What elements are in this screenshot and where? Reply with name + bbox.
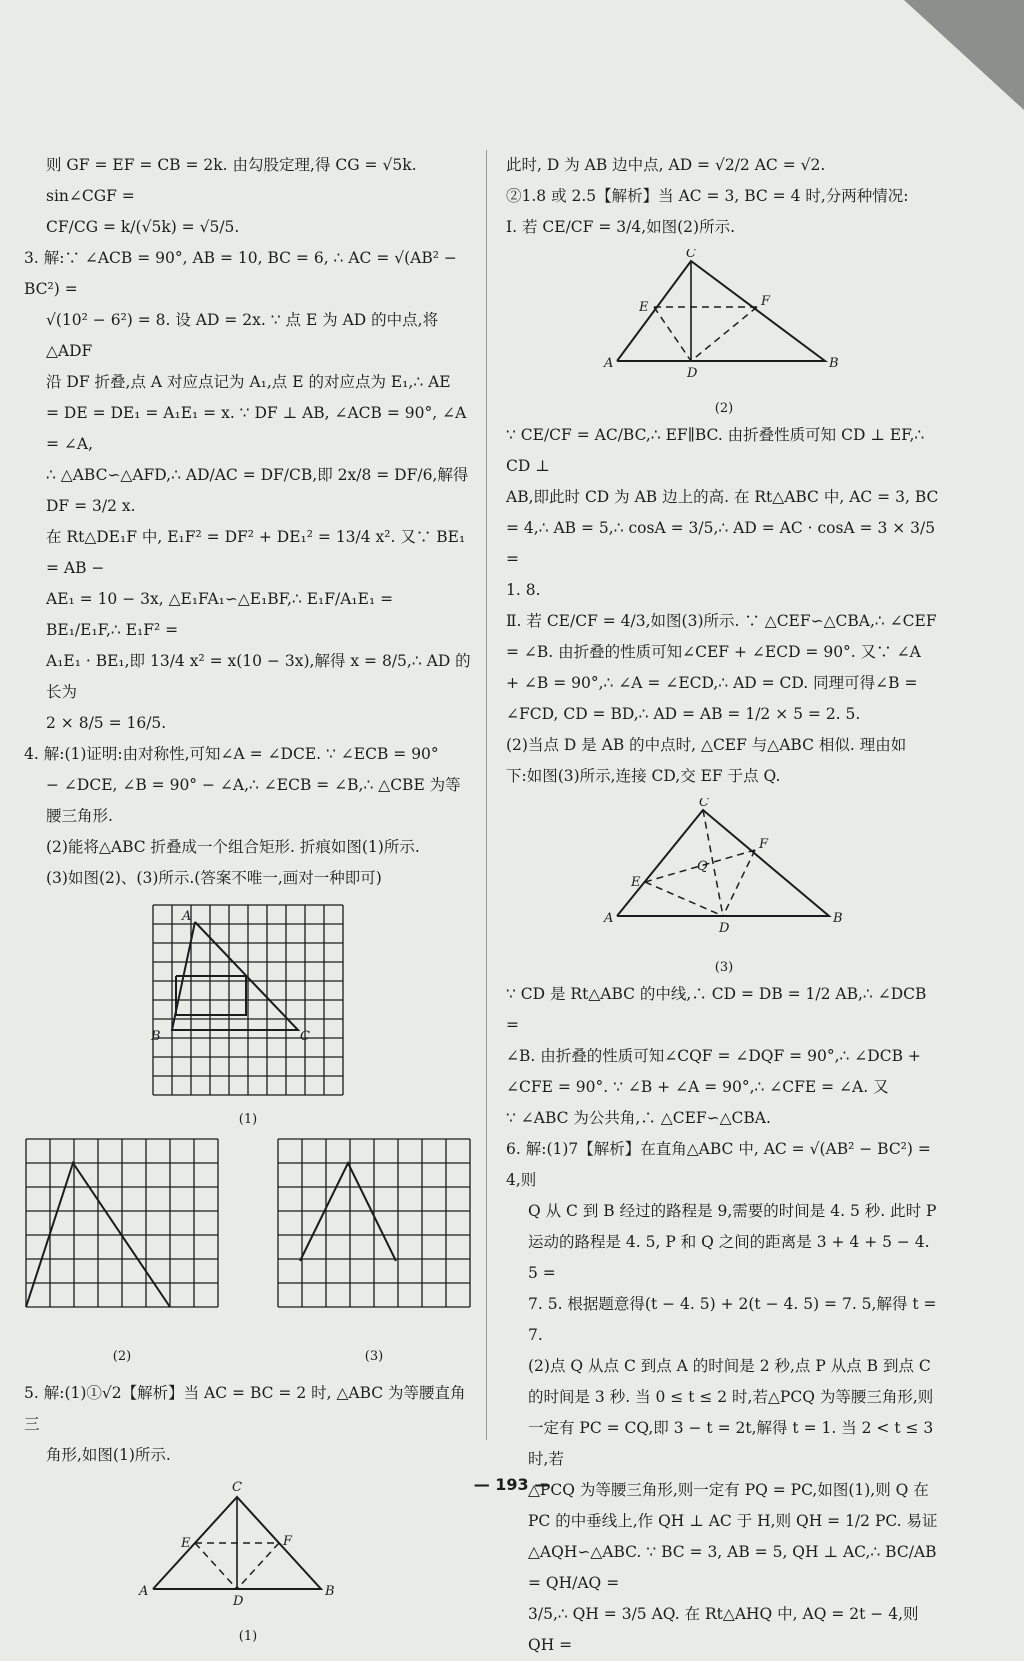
label-Q: Q bbox=[697, 859, 708, 874]
grid-figure-2 bbox=[24, 1137, 220, 1366]
text-line: ∵ ∠ABC 为公共角,∴ △CEF∽△CBA. bbox=[506, 1109, 771, 1127]
label-A: A bbox=[604, 356, 614, 371]
text-line: ∵ CD 是 Rt△ABC 的中线,∴ CD = DB = 1/2 AB,∴ ∠DCB = bbox=[506, 985, 927, 1034]
triangle-figure-2-svg bbox=[599, 249, 849, 389]
text-line: CF/CG = k/(√5k) = √5/5. bbox=[46, 218, 240, 236]
label-B: B bbox=[833, 911, 843, 926]
text-line: 的时间是 3 秒. 当 0 ≤ t ≤ 2 时,若△PCQ 为等腰三角形,则 bbox=[528, 1388, 934, 1406]
text-line: ∠CFE = 90°. ∵ ∠B + ∠A = 90°,∴ ∠CFE = ∠A. 又 bbox=[506, 1078, 889, 1096]
label-B: B bbox=[325, 1584, 335, 1599]
text-line: 7. 5. 根据题意得(t − 4. 5) + 2(t − 4. 5) = 7. 5,解得 t = 7. bbox=[528, 1295, 937, 1344]
text-line: 1. 8. bbox=[506, 581, 541, 599]
label-F: F bbox=[761, 294, 771, 309]
figure-caption: (1) bbox=[238, 1629, 258, 1644]
text-line: 一定有 PC = CQ,即 3 − t = 2t,解得 t = 1. 当 2 < t ≤ 3 时,若 bbox=[528, 1419, 934, 1468]
text-line: ②1.8 或 2.5【解析】当 AC = 3, BC = 4 时,分两种情况: bbox=[506, 187, 909, 205]
page-number: — 193 — bbox=[473, 1475, 551, 1494]
text-line: Ⅱ. 若 CE/CF = 4/3,如图(3)所示. ∵ △CEF∽△CBA,∴ ∠CEF bbox=[506, 612, 937, 630]
grid-figure-2-svg bbox=[24, 1137, 220, 1337]
text-line: PC 的中垂线上,作 QH ⊥ AC 于 H,则 QH = 1/2 PC. 易证 bbox=[528, 1512, 938, 1530]
label-E: E bbox=[631, 875, 641, 890]
text-line: 下:如图(3)所示,连接 CD,交 EF 于点 Q. bbox=[506, 767, 781, 785]
right-column bbox=[506, 150, 942, 1661]
label-C: C bbox=[300, 1029, 310, 1044]
label-B: B bbox=[829, 356, 839, 371]
label-C: C bbox=[686, 249, 696, 261]
text-line: 3. 解:∵ ∠ACB = 90°, AB = 10, BC = 6, ∴ AC = √(AB² − BC²) = bbox=[24, 249, 457, 298]
label-D: D bbox=[687, 366, 698, 381]
text-line: 角形,如图(1)所示. bbox=[46, 1446, 171, 1464]
label-A: A bbox=[604, 911, 614, 926]
triangle-figure-5-1-svg bbox=[133, 1477, 363, 1617]
text-line: AE₁ = 10 − 3x, △E₁FA₁∽△E₁BF,∴ E₁F/A₁E₁ = BE₁/E₁F,∴ E₁F² = bbox=[46, 590, 394, 639]
figure-caption: (3) bbox=[714, 960, 734, 975]
label-E: E bbox=[181, 1536, 191, 1551]
left-column bbox=[24, 150, 472, 1648]
triangle-figure-2 bbox=[506, 249, 942, 418]
text-line: ∠B. 由折叠的性质可知∠CQF = ∠DQF = 90°,∴ ∠DCB + bbox=[506, 1047, 921, 1065]
text-line: 5. 解:(1)①√2【解析】当 AC = BC = 2 时, △ABC 为等腰直角三 bbox=[24, 1384, 466, 1433]
text-line: △PCQ 为等腰三角形,则一定有 PQ = PC,如图(1),则 Q 在 bbox=[528, 1481, 929, 1499]
text-line: − ∠DCE, ∠B = 90° − ∠A,∴ ∠ECB = ∠B,∴ △CBE 为等 bbox=[46, 776, 461, 794]
page-corner-fold bbox=[904, 0, 1024, 110]
label-B: B bbox=[151, 1029, 161, 1044]
text-line: A₁E₁ · BE₁,即 13/4 x² = x(10 − 3x),解得 x = 8/5,∴ AD 的长为 bbox=[46, 652, 471, 701]
text-line: √(10² − 6²) = 8. 设 AD = 2x. ∵ 点 E 为 AD 的中点,将△ADF bbox=[46, 311, 439, 360]
text-line: 4. 解:(1)证明:由对称性,可知∠A = ∠DCE. ∵ ∠ECB = 90° bbox=[24, 745, 439, 763]
text-line: 在 Rt△DE₁F 中, E₁F² = DF² + DE₁² = 13/4 x². 又∵ BE₁ = AB − bbox=[46, 528, 466, 577]
grid-figure-1-svg bbox=[148, 900, 348, 1100]
text-line: = 4,∴ AB = 5,∴ cosA = 3/5,∴ AD = AC · cosA = 3 × 3/5 = bbox=[506, 519, 936, 568]
text-line: 沿 DF 折叠,点 A 对应点记为 A₁,点 E 的对应点为 E₁,∴ AE bbox=[46, 373, 451, 391]
triangle-figure-3 bbox=[506, 798, 942, 977]
text-line: = DE = DE₁ = A₁E₁ = x. ∵ DF ⊥ AB, ∠ACB = 90°, ∠A = ∠A, bbox=[46, 404, 467, 453]
label-F: F bbox=[283, 1534, 293, 1549]
text-line: 则 GF = EF = CB = 2k. 由勾股定理,得 CG = √5k. sin∠CGF = bbox=[46, 156, 417, 205]
question-3 bbox=[24, 243, 472, 739]
text-line: (2)能将△ABC 折叠成一个组合矩形. 折痕如图(1)所示. bbox=[46, 838, 420, 856]
label-C: C bbox=[232, 1480, 242, 1495]
label-D: D bbox=[233, 1594, 244, 1609]
text-line: + ∠B = 90°,∴ ∠A = ∠ECD,∴ AD = CD. 同理可得∠B = bbox=[506, 674, 918, 692]
text-line: 6. 解:(1)7【解析】在直角△ABC 中, AC = √(AB² − BC²) = 4,则 bbox=[506, 1140, 931, 1189]
label-A: A bbox=[182, 909, 192, 924]
text-line: Q 从 C 到 B 经过的路程是 9,需要的时间是 4. 5 秒. 此时 P bbox=[528, 1202, 937, 1220]
text-line: 2 × 8/5 = 16/5. bbox=[46, 714, 167, 732]
question-4 bbox=[24, 739, 472, 894]
figure-caption: (3) bbox=[364, 1349, 384, 1364]
text-line: ∵ CE/CF = AC/BC,∴ EF∥BC. 由折叠性质可知 CD ⊥ EF,∴ CD ⊥ bbox=[506, 426, 925, 475]
grid-figure-1 bbox=[24, 900, 472, 1129]
label-D: D bbox=[719, 921, 730, 936]
text-line: 运动的路程是 4. 5, P 和 Q 之间的距离是 3 + 4 + 5 − 4. 5 = bbox=[528, 1233, 930, 1282]
text-line: AB,即此时 CD 为 AB 边上的高. 在 Rt△ABC 中, AC = 3, BC bbox=[506, 488, 939, 506]
question-5 bbox=[24, 1378, 472, 1471]
grid-figures-2-3 bbox=[24, 1137, 472, 1366]
text-line: 腰三角形. bbox=[46, 807, 113, 825]
figure-caption: (1) bbox=[238, 1112, 258, 1127]
text-line: 此时, D 为 AB 边中点, AD = √2/2 AC = √2. bbox=[506, 156, 826, 174]
figure-caption: (2) bbox=[714, 401, 734, 416]
grid-figure-3-svg bbox=[276, 1137, 472, 1337]
label-A: A bbox=[139, 1584, 149, 1599]
figure-caption: (2) bbox=[112, 1349, 132, 1364]
text-line: (2)当点 D 是 AB 的中点时, △CEF 与△ABC 相似. 理由如 bbox=[506, 736, 907, 754]
triangle-figure-3-svg bbox=[599, 798, 849, 948]
question-6 bbox=[506, 1134, 942, 1661]
label-C: C bbox=[699, 798, 709, 810]
label-E: E bbox=[639, 300, 649, 315]
text-line: (2)点 Q 从点 C 到点 A 的时间是 2 秒,点 P 从点 B 到点 C bbox=[528, 1357, 931, 1375]
text-line: ∴ △ABC∽△AFD,∴ AD/AC = DF/CB,即 2x/8 = DF/6,解得 DF = 3/2 x. bbox=[46, 466, 469, 515]
text-line: (3)如图(2)、(3)所示.(答案不唯一,画对一种即可) bbox=[46, 869, 382, 887]
text-line: △AQH∽△ABC. ∵ BC = 3, AB = 5, QH ⊥ AC,∴ BC/AB = QH/AQ = bbox=[528, 1543, 937, 1592]
grid-figure-3 bbox=[276, 1137, 472, 1366]
label-F: F bbox=[759, 837, 769, 852]
column-divider bbox=[486, 150, 487, 1440]
text-line: Ⅰ. 若 CE/CF = 3/4,如图(2)所示. bbox=[506, 218, 736, 236]
text-line: = ∠B. 由折叠的性质可知∠CEF + ∠ECD = 90°. 又∵ ∠A bbox=[506, 643, 921, 661]
triangle-figure-5-1 bbox=[24, 1477, 472, 1646]
text-line: ∠FCD, CD = BD,∴ AD = AB = 1/2 × 5 = 2. 5. bbox=[506, 705, 861, 723]
text-line: 3/5,∴ QH = 3/5 AQ. 在 Rt△AHQ 中, AQ = 2t − 4,则 QH = bbox=[528, 1605, 919, 1654]
